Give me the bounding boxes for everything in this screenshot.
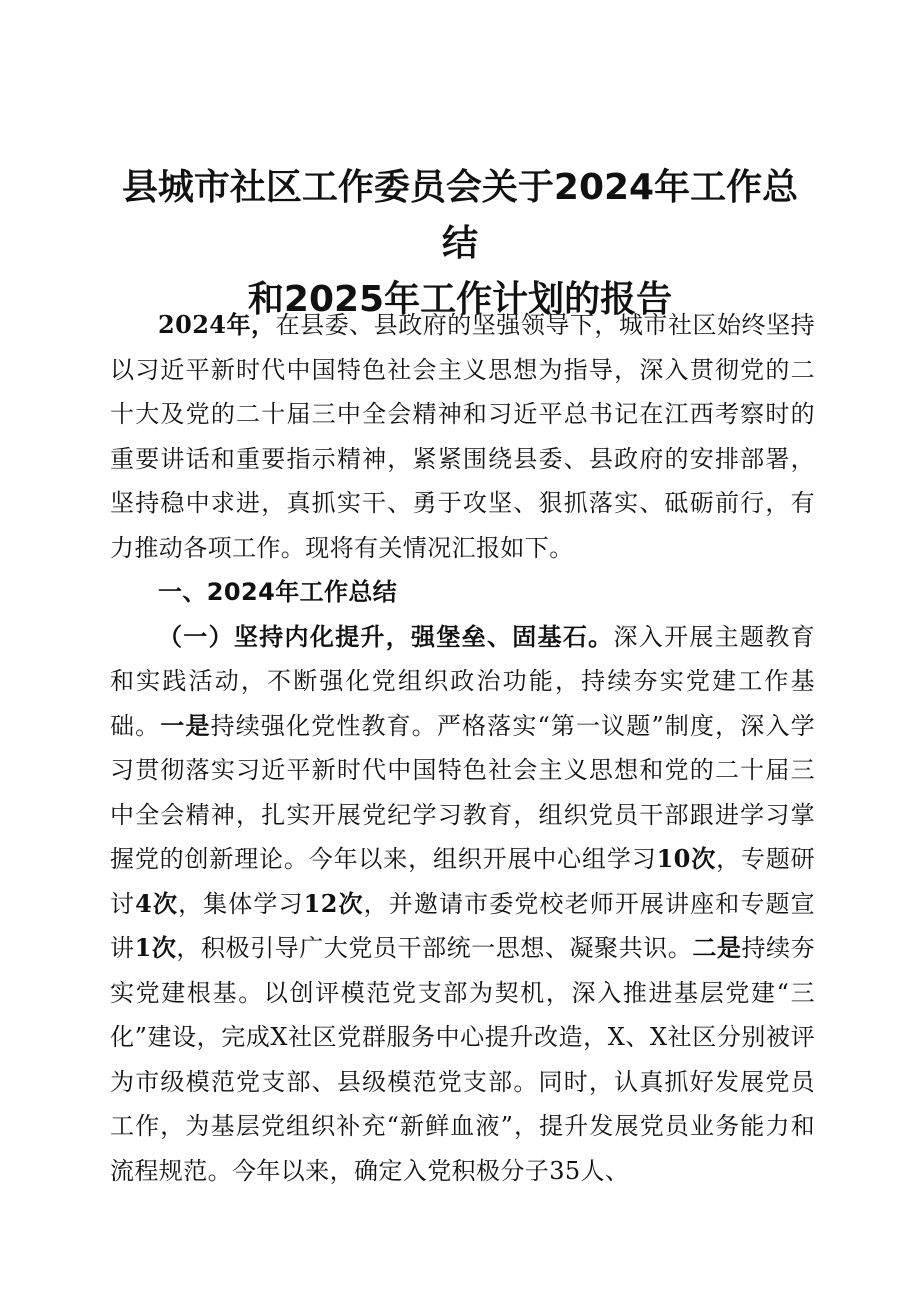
marker-yishi: 一是: [160, 710, 211, 740]
document-body: [110, 303, 815, 1193]
para-text-4: ，集体学习: [178, 889, 304, 918]
intro-paragraph: [110, 303, 815, 570]
count-study-sessions: 10次: [656, 844, 717, 873]
section1-paragraph-1: [110, 615, 815, 1194]
title-line-1: 县城市社区工作委员会关于2024年工作总结: [121, 167, 799, 264]
marker-ershi: 二是: [692, 933, 742, 962]
count-seminars: 4次: [135, 888, 179, 918]
para-text-7: 持续夯实党建根基。以创评模范党支部为契机，深入推进基层党建“三化”建设，完成X社区党群服务中心提升改造，X、X社区分别被评为市级模范党支部、县级模范党支部。同时，认真抓好发展党员工作，为基层党组织补充“新鲜血液”，提升发展党员业务能力和流程规范。今年以来，确定入党积极分子35人、: [110, 934, 816, 1185]
intro-text: 在县委、县政府的坚强领导下，城市社区始终坚持以习近平新时代中国特色社会主义思想为指导，深入贯彻党的二十大及党的二十届三中全会精神和习近平总书记在江西考察时的重要讲话和重要指示精神，紧紧围绕县委、县政府的安排部署，坚持稳中求进，真抓实干、勇于攻坚、狠抓落实、砥砺前行，有力推动各项工作。现将有关情况汇报如下。: [110, 311, 815, 562]
title-line-2: 和2025年工作计划的报告: [247, 279, 673, 320]
count-lectures: 1次: [134, 933, 177, 962]
section-heading-1: 一、2024年工作总结: [158, 578, 398, 606]
para-text-6: ，积极引导广大党员干部统一思想、凝聚共识。: [176, 934, 693, 962]
intro-lead: 2024年，: [158, 310, 276, 339]
para-text-1: 深入开展主题教育和实践活动，不断强化党组织政治功能，持续夯实党建工作基础。: [110, 622, 815, 740]
para-text-5: ，并邀请市委党校老师开展讲座和专题宣讲: [110, 889, 816, 962]
para-text-2: 持续强化党性教育。严格落实“第一议题”制度，深入学习贯彻落实习近平新时代中国特色社会主义思想和党的二十届三中全会精神，扎实开展党纪学习教育，组织党员干部跟进学习掌握党的创新理论。今年以来，组织开展中心组学习: [110, 711, 815, 873]
count-group-study: 12次: [303, 888, 364, 918]
para-text-3: ，专题研讨: [110, 845, 815, 918]
subheading-1: （一）坚持内化提升，强堡垒、固基石。: [158, 621, 614, 651]
